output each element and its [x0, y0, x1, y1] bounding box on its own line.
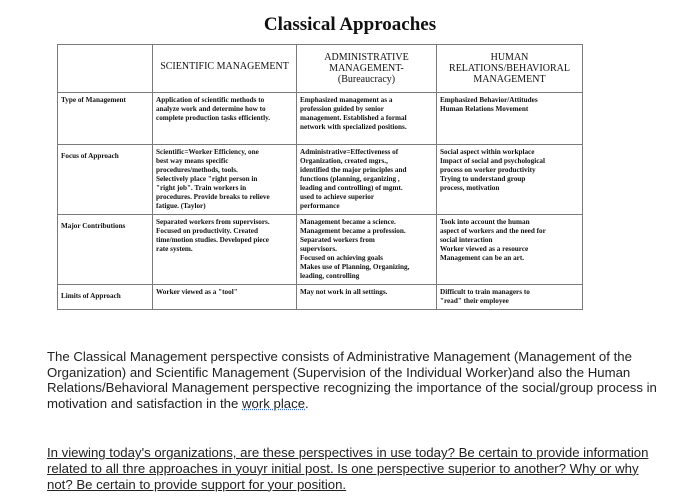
- cell-line: Emphasized Behavior/Attitudes: [440, 96, 538, 104]
- cell-line: complete production tasks efficiently.: [156, 114, 271, 122]
- cell-line: time/motion studies. Developed piece: [156, 236, 269, 244]
- cell-line: procedures. Provide breaks to relieve: [156, 193, 270, 201]
- cell-line: process on worker productivity: [440, 166, 536, 174]
- cell-line: Impact of social and psychological: [440, 157, 546, 165]
- cell-line: May not work in all settings.: [300, 288, 388, 296]
- cell-line: management. Established a formal: [300, 114, 407, 122]
- cell-line: fatigue. (Taylor): [156, 202, 206, 210]
- cell-line: Worker viewed as a "tool": [156, 288, 238, 296]
- cell-line: Separated workers from: [300, 236, 375, 244]
- cell-line: used to achieve superior: [300, 193, 375, 201]
- cell-line: social interaction: [440, 236, 493, 244]
- header-line: MANAGEMENT-: [329, 63, 404, 74]
- row-label-major-contributions: Major Contributions: [58, 215, 153, 285]
- cell-line: Difficult to train managers to: [440, 288, 530, 296]
- cell-line: Management became a science.: [300, 218, 396, 226]
- cell-scientific: [153, 145, 297, 215]
- cell-line: leading, controlling: [300, 272, 360, 280]
- classical-approaches-table: [57, 44, 583, 310]
- row-label-focus-of-approach: Focus of Approach: [58, 145, 153, 215]
- cell-line: Management can be an art.: [440, 254, 525, 262]
- cell-human-relations: [437, 93, 583, 145]
- header-scientific-management: SCIENTIFIC MANAGEMENT: [153, 45, 297, 93]
- cell-scientific: [153, 93, 297, 145]
- cell-line: Organization, created mgrs.,: [300, 157, 388, 165]
- cell-line: Took into account the human: [440, 218, 530, 226]
- cell-line: "right job". Train workers in: [156, 184, 247, 192]
- cell-line: analyze work and determine how to: [156, 105, 266, 113]
- cell-line: Focused on achieving goals: [300, 254, 383, 262]
- cell-human-relations: [437, 215, 583, 285]
- header-line: HUMAN: [490, 52, 529, 63]
- cell-line: Scientific=Worker Efficiency, one: [156, 148, 259, 156]
- header-line: RELATIONS/BEHAVIORAL: [449, 63, 570, 74]
- cell-line: functions (planning, organizing ,: [300, 175, 400, 183]
- cell-line: process, motivation: [440, 184, 500, 192]
- cell-line: rate system.: [156, 245, 193, 253]
- cell-administrative: [297, 285, 437, 310]
- row-label-limits-of-approach: Limits of Approach: [58, 285, 153, 310]
- paragraph-text: The Classical Management perspective consists of Administrative Management (Management of the Organization) and Scientific Management (Supervision of the Individual Worker)and also the Human Relations/Behavioral Management perspective recognizing the importance of the social/group process in motivation and satisfaction in the: [47, 349, 657, 411]
- row-label-type-of-management: Type of Management: [58, 93, 153, 145]
- cell-human-relations: [437, 285, 583, 310]
- header-human-relations-management: [437, 45, 583, 93]
- paragraph-work-place: work place: [242, 395, 306, 411]
- header-blank: [58, 45, 153, 93]
- header-line: ADMINISTRATIVE: [324, 52, 409, 63]
- description-paragraph: [47, 349, 657, 411]
- cell-administrative: [297, 215, 437, 285]
- cell-administrative: [297, 93, 437, 145]
- table-row: [58, 93, 583, 145]
- cell-line: Trying to understand group: [440, 175, 526, 183]
- cell-line: Selectively place "right person in: [156, 175, 258, 183]
- table-header-row: [58, 45, 583, 93]
- page-title: Classical Approaches: [263, 14, 437, 35]
- cell-line: procedures/methods, tools.: [156, 166, 238, 174]
- cell-scientific: [153, 215, 297, 285]
- cell-line: Social aspect within workplace: [440, 148, 535, 156]
- cell-line: performance: [300, 202, 340, 210]
- cell-line: Administrative=Effectiveness of: [300, 148, 399, 156]
- cell-line: Management became a profession.: [300, 227, 406, 235]
- table-row: [58, 285, 583, 310]
- cell-scientific: [153, 285, 297, 310]
- cell-line: Worker viewed as a resource: [440, 245, 529, 253]
- cell-line: Makes use of Planning, Organizing,: [300, 263, 410, 271]
- cell-line: network with specialized positions.: [300, 123, 407, 131]
- cell-line: Separated workers from supervisors.: [156, 218, 270, 226]
- cell-line: identified the major principles and: [300, 166, 407, 174]
- cell-line: Application of scientific methods to: [156, 96, 265, 104]
- cell-line: "read" their employee: [440, 297, 509, 305]
- cell-line: profession guided by senior: [300, 105, 384, 113]
- cell-administrative: [297, 145, 437, 215]
- table-row: [58, 215, 583, 285]
- cell-line: Focused on productivity. Created: [156, 227, 258, 235]
- header-administrative-management: [297, 45, 437, 93]
- cell-line: supervisors.: [300, 245, 337, 253]
- header-line: (Bureaucracy): [337, 74, 396, 85]
- header-line: MANAGEMENT: [473, 74, 546, 85]
- cell-line: aspect of workers and the need for: [440, 227, 546, 235]
- discussion-question: In viewing today's organizations, are these perspectives in use today? Be certain to provide information related to all thre approaches in youyr initial post. Is one perspective superior to another? Why or why not? Be certain to provide support for your position.: [47, 445, 649, 492]
- cell-line: best way means specific: [156, 157, 229, 165]
- paragraph-end: .: [305, 395, 309, 411]
- cell-line: Human Relations Movement: [440, 105, 529, 113]
- cell-line: leading and controlling) of mgmt.: [300, 184, 403, 192]
- cell-line: Emphasized management as a: [300, 96, 393, 104]
- cell-human-relations: [437, 145, 583, 215]
- table-row: [58, 145, 583, 215]
